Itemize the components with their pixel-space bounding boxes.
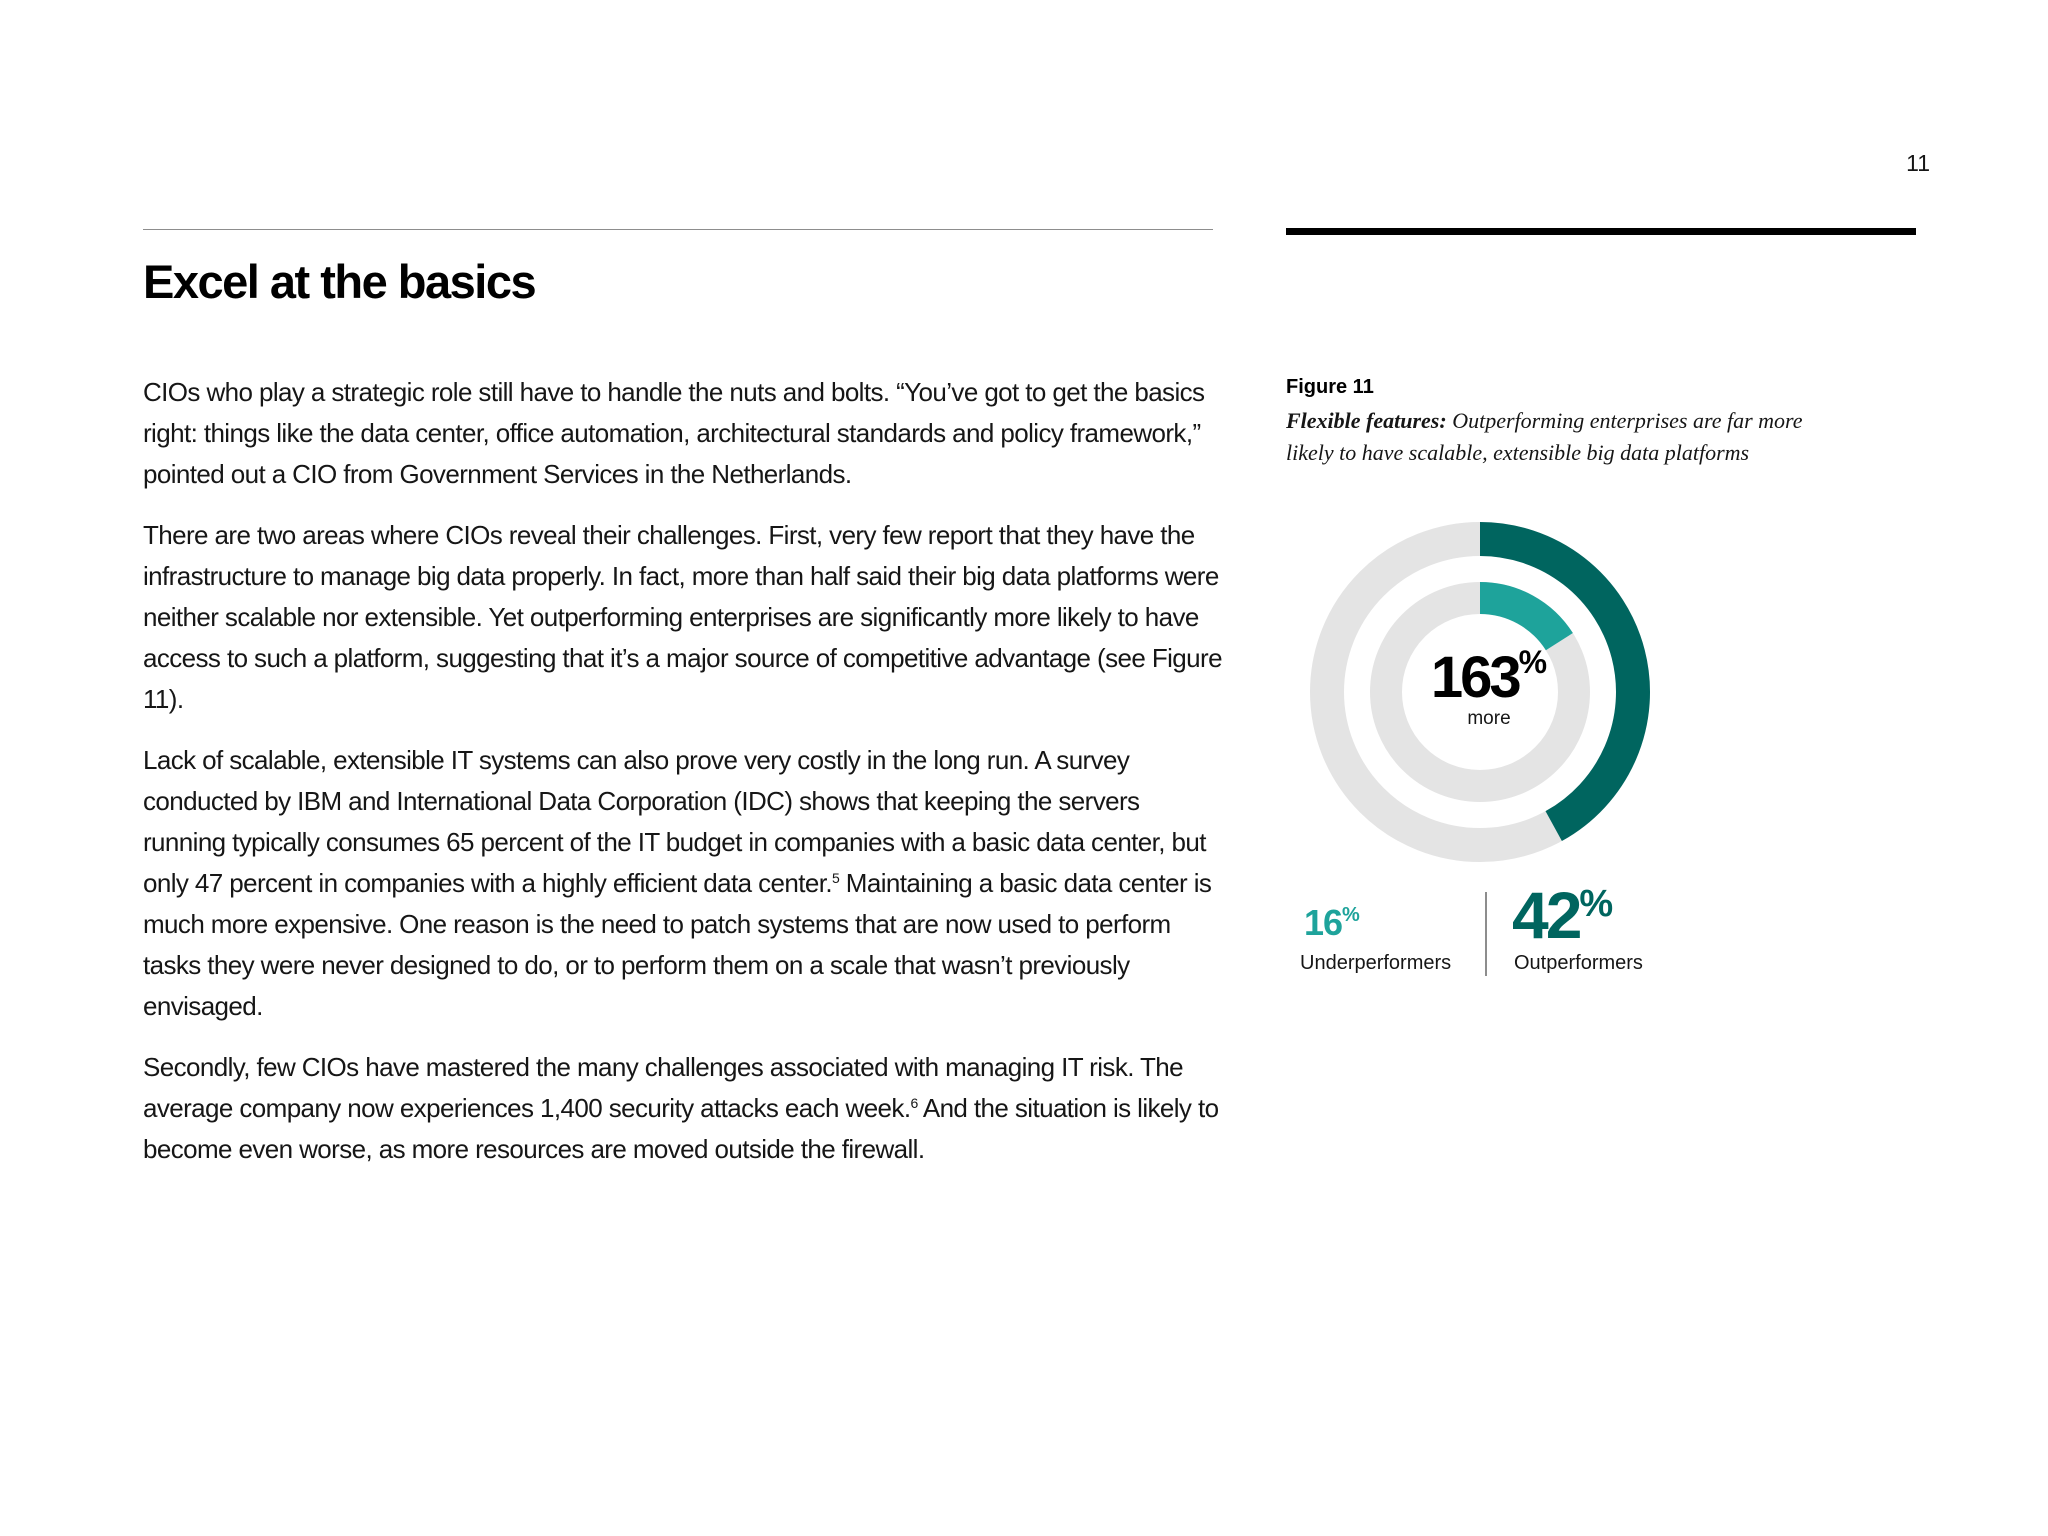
section-divider-left <box>143 229 1213 230</box>
paragraph-2 <box>143 515 1228 720</box>
stat-outperformers-label: Outperformers <box>1514 952 1643 974</box>
paragraph-1-text: CIOs who play a strategic role still have to handle the nuts and bolts. “You’ve got to get the basics right: things like the data center, office automation, architectural standards and policy framework,” pointed out a CIO from Government Services in the Netherlands. <box>143 377 1205 489</box>
paragraph-3-text-cont: Maintaining a basic data center is much more expensive. One reason is the need to patch systems that are now used to perform tasks they were never designed to do, or to perform them on a scale that wasn’t previously envisaged. <box>143 868 1212 1021</box>
donut-chart <box>1300 512 1660 982</box>
page-title: Excel at the basics <box>143 255 536 308</box>
footnote-ref-5[interactable]: 5 <box>831 870 840 886</box>
center-value-unit: % <box>1518 644 1548 680</box>
figure-caption-lead: Flexible features: <box>1286 408 1447 433</box>
stat-outperformers-value <box>1512 878 1614 952</box>
paragraph-4-text: Secondly, few CIOs have mastered the many challenges associated with managing IT risk. The average company now experiences 1,400 security attacks each week. <box>143 1052 1183 1123</box>
paragraph-2-text: There are two areas where CIOs reveal their challenges. First, very few report that they have the infrastructure to manage big data properly. In fact, more than half said their big data platforms were neither scalable nor extensible. Yet outperforming enterprises are significantly more likely to have access to such a platform, suggesting that it’s a major source of competitive advantage (see Figure 11). <box>143 520 1222 714</box>
paragraph-4 <box>143 1047 1228 1170</box>
paragraph-3-text: Lack of scalable, extensible IT systems can also prove very costly in the long run. A survey conducted by IBM and International Data Corporation (IDC) shows that keeping the servers running typically consumes 65 percent of the IT budget in companies with a basic data center, but only 47 percent in companies with a highly efficient data center. <box>143 745 1206 898</box>
section-divider-right <box>1286 228 1916 235</box>
stat-under-number: 16 <box>1304 902 1343 943</box>
stat-out-unit: % <box>1579 883 1614 925</box>
figure-header <box>1286 376 1926 469</box>
article-body <box>143 372 1228 1190</box>
donut-arc-underperformers <box>1480 598 1559 642</box>
stat-divider <box>1485 892 1487 976</box>
stat-out-number: 42 <box>1512 878 1580 952</box>
center-sublabel: more <box>1467 708 1511 729</box>
figure-label: Figure 11 <box>1286 376 1374 398</box>
page-number: 11 <box>1906 150 1930 176</box>
figure-caption <box>1286 405 1846 469</box>
paragraph-1 <box>143 372 1228 495</box>
paragraph-3 <box>143 740 1228 1027</box>
stat-under-unit: % <box>1342 904 1359 926</box>
figure-caption-rest: Outperforming enterprises are far more likely to have scalable, extensible big data platforms <box>1286 408 1803 465</box>
paragraph-4-text-cont: And the situation is likely to become even worse, as more resources are moved outside the firewall. <box>143 1093 1219 1164</box>
center-value <box>1424 644 1554 710</box>
stat-underperformers-label: Underperformers <box>1300 952 1452 974</box>
footnote-ref-6[interactable]: 6 <box>910 1095 918 1111</box>
center-value-number: 163 <box>1430 645 1519 710</box>
stat-underperformers-value <box>1304 902 1359 944</box>
